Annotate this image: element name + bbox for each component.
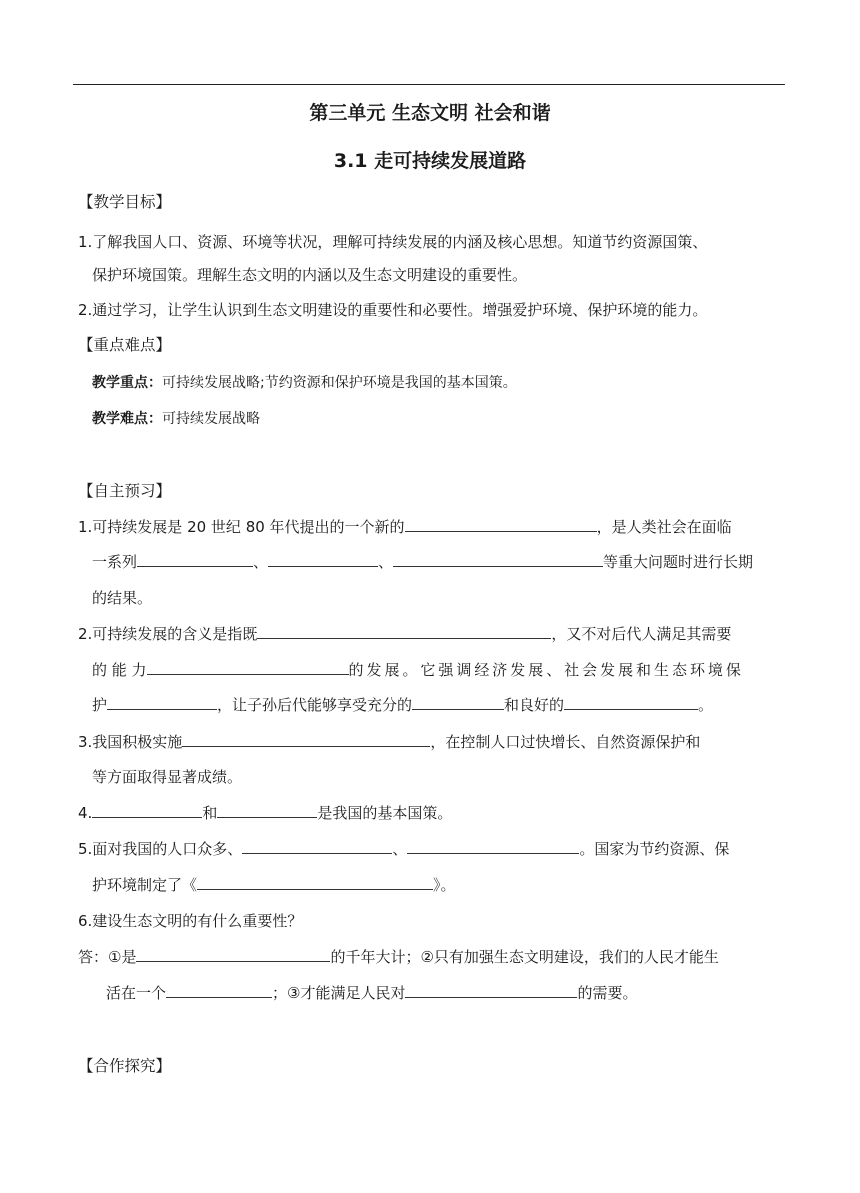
preview-q1-line-2 xyxy=(92,551,804,572)
answer-text-d: ；③才能满足人民对 xyxy=(272,984,406,1002)
preview-q5-line-2 xyxy=(92,874,804,895)
q2-text-b: ，又不对后代人满足其需要 xyxy=(551,625,732,643)
preview-q5-line-1 xyxy=(78,838,790,859)
preview-q2-line-2 xyxy=(92,659,804,680)
preview-q2-line-3 xyxy=(92,694,804,715)
q5-text-a: 5.面对我国的人口众多、 xyxy=(78,840,243,858)
q2-blank-1[interactable] xyxy=(257,623,551,639)
q2-blank-5[interactable] xyxy=(564,694,698,710)
q5-text-c: 。国家为节约资源、保 xyxy=(579,840,730,858)
q5-text-d: 护环境制定了《 xyxy=(92,876,198,894)
q2-text-c: 的 能 力 xyxy=(92,661,147,679)
answer-text-b: 的千年大计；②只有加强生态文明建设，我们的人民才能生 xyxy=(330,948,719,966)
q5-text-b: 、 xyxy=(392,840,408,858)
q2-blank-3[interactable] xyxy=(107,694,217,710)
q2-text-d: 的 发 展 。 它 强 调 经 济 发 展 、 社 会 发 展 和 生 态 环 境 保 xyxy=(348,661,740,679)
q4-blank-1[interactable] xyxy=(92,802,202,818)
answer-blank-3[interactable] xyxy=(405,982,577,998)
teaching-difficulty xyxy=(92,408,804,428)
q1-blank-1[interactable] xyxy=(405,516,597,532)
q2-text-h: 。 xyxy=(698,696,714,714)
q1-text-f: 等重大问题时进行长期 xyxy=(603,553,754,571)
q1-blank-3[interactable] xyxy=(268,551,378,567)
preview-q2-line-1 xyxy=(78,623,790,644)
q2-text-g: 和良好的 xyxy=(504,696,565,714)
focus-label: 教学重点： xyxy=(92,375,162,391)
q1-text-e: 、 xyxy=(378,553,394,571)
focus-text: 可持续发展战略;节约资源和保护环境是我国的基本国策。 xyxy=(162,375,517,391)
q5-text-e: 》。 xyxy=(433,876,456,894)
cooperate-heading: 【合作探究】 xyxy=(78,1057,172,1075)
answer-blank-2[interactable] xyxy=(166,982,272,998)
goal-item-1-line-2: 保护环境国策。理解生态文明的内涵以及生态文明建设的重要性。 xyxy=(92,266,528,284)
preview-q3-line-1 xyxy=(78,731,790,752)
goal-item-1-line-1: 1.了解我国人口、资源、环境等状况，理解可持续发展的内涵及核心思想。知道节约资源国策、 xyxy=(78,233,708,251)
q1-blank-2[interactable] xyxy=(137,551,253,567)
q2-blank-4[interactable] xyxy=(412,694,504,710)
q4-text-c: 是我国的基本国策。 xyxy=(317,804,453,822)
answer-blank-1[interactable] xyxy=(136,946,330,962)
q1-text-c: 一系列 xyxy=(92,553,138,571)
answer-text-a: 答：①是 xyxy=(78,948,137,966)
q1-text-d: 、 xyxy=(253,553,269,571)
unit-title: 第三单元 生态文明 社会和谐 xyxy=(309,102,551,124)
q1-text-b: ，是人类社会在面临 xyxy=(596,518,732,536)
q3-blank-1[interactable] xyxy=(182,731,430,747)
answer-line-2 xyxy=(106,982,818,1003)
q1-blank-4[interactable] xyxy=(393,551,603,567)
goal-item-2: 2.通过学习，让学生认识到生态文明建设的重要性和必要性。增强爱护环境、保护环境的能力。 xyxy=(78,301,708,319)
q5-blank-1[interactable] xyxy=(242,838,392,854)
preview-q4 xyxy=(78,802,790,823)
preview-q1-line-3: 的结果。 xyxy=(92,589,153,607)
preview-heading: 【自主预习】 xyxy=(78,482,172,500)
lesson-title: 3.1 走可持续发展道路 xyxy=(333,150,527,172)
preview-q1-line-1 xyxy=(78,516,790,537)
q4-blank-2[interactable] xyxy=(217,802,317,818)
q3-text-b: ，在控制人口过快增长、自然资源保护和 xyxy=(430,733,701,751)
goals-heading: 【教学目标】 xyxy=(78,193,172,211)
preview-q6: 6.建设生态文明的有什么重要性？ xyxy=(78,912,303,930)
q4-text-a: 4. xyxy=(78,804,93,822)
q4-text-b: 和 xyxy=(202,804,218,822)
difficulty-text: 可持续发展战略 xyxy=(162,411,260,427)
answer-text-c: 活在一个 xyxy=(106,984,167,1002)
header-rule xyxy=(73,84,785,85)
teaching-focus xyxy=(92,372,804,392)
q5-blank-2[interactable] xyxy=(407,838,579,854)
q2-blank-2[interactable] xyxy=(147,659,349,675)
preview-q3-line-2: 等方面取得显著成绩。 xyxy=(92,768,243,786)
answer-line-1 xyxy=(78,946,790,967)
q2-text-e: 护 xyxy=(92,696,108,714)
q2-text-a: 2.可持续发展的含义是指既 xyxy=(78,625,258,643)
difficulty-label: 教学难点： xyxy=(92,411,162,427)
q1-text-a: 1.可持续发展是 20 世纪 80 年代提出的一个新的 xyxy=(78,518,405,536)
answer-text-e: 的需要。 xyxy=(577,984,638,1002)
q2-text-f: ，让子孙后代能够享受充分的 xyxy=(217,696,413,714)
key-points-heading: 【重点难点】 xyxy=(78,336,172,354)
q3-text-a: 3.我国积极实施 xyxy=(78,733,183,751)
q5-blank-3[interactable] xyxy=(197,874,433,890)
